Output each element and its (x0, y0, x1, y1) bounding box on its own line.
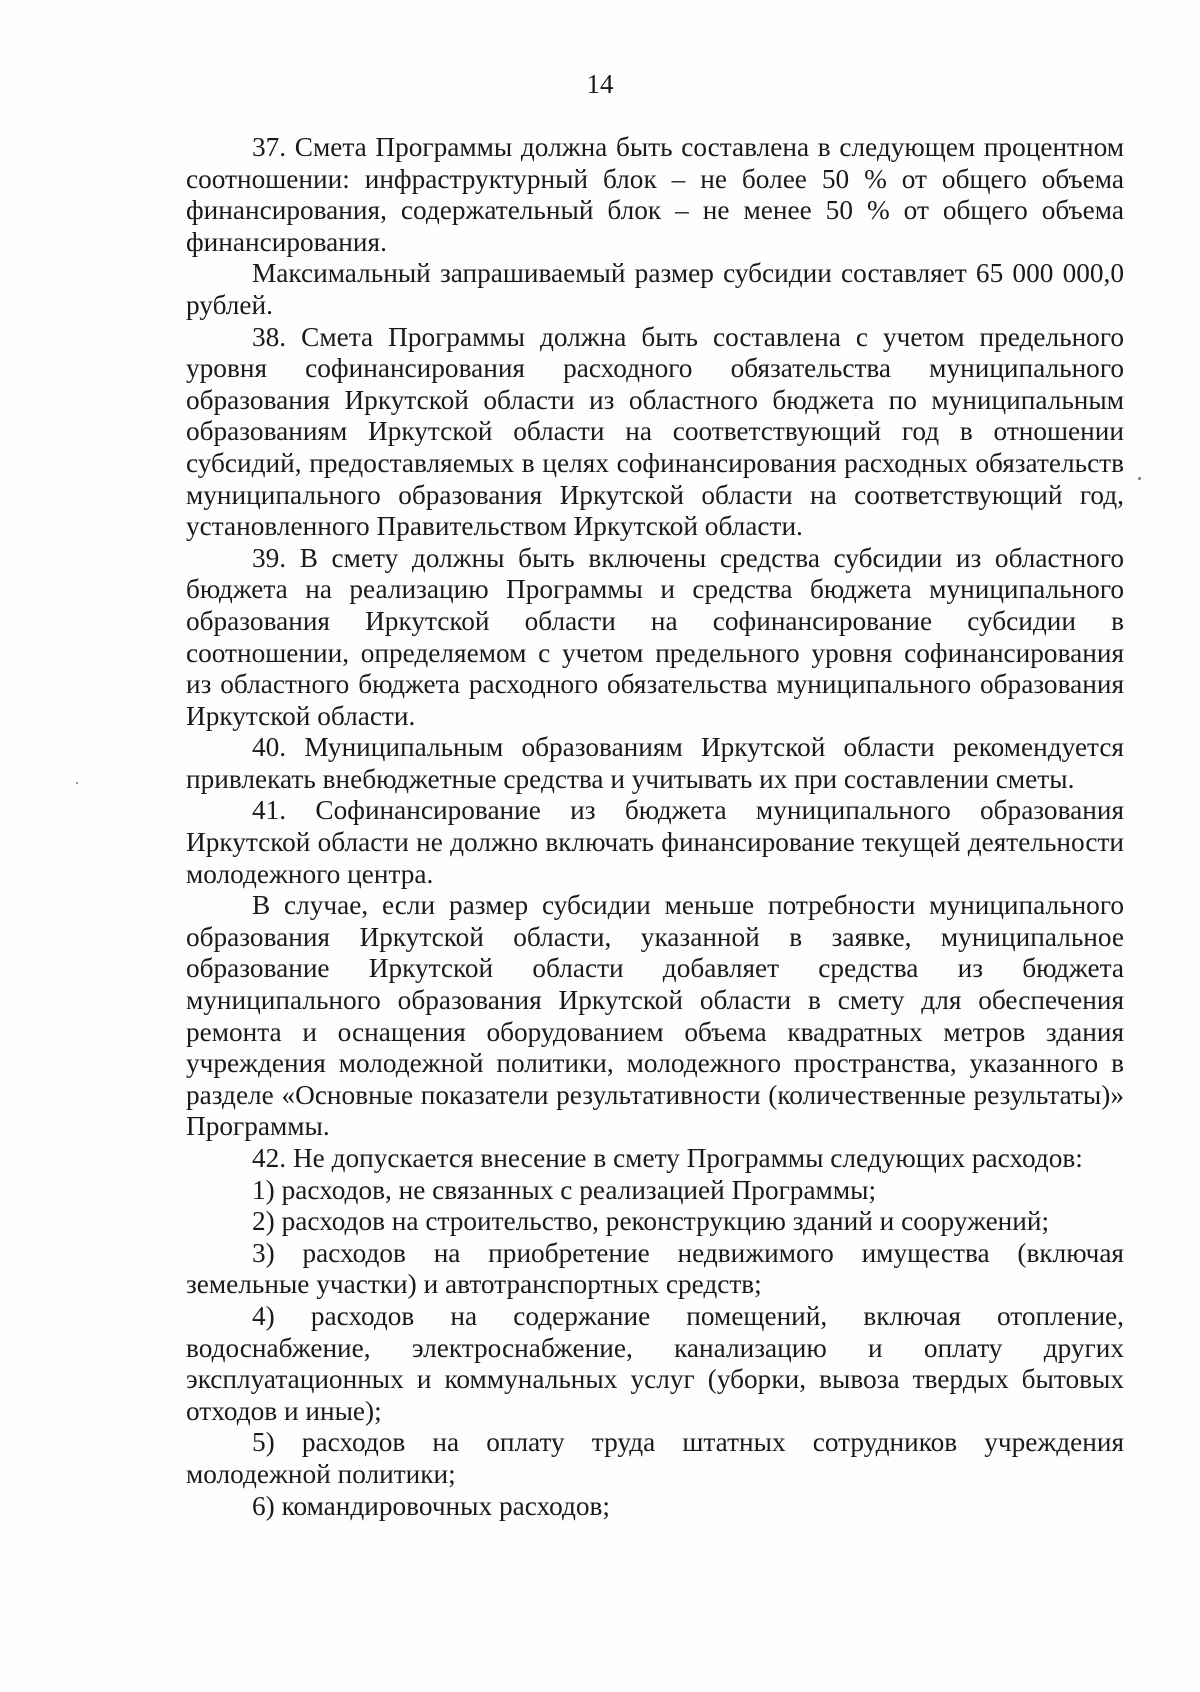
page-number: 14 (586, 69, 614, 99)
paragraph-max-subsidy: Максимальный запрашиваемый размер субсидии составляет 65 000 000,0 рублей. (186, 258, 1124, 320)
list-item-1: 1) расходов, не связанных с реализацией Программы; (252, 1174, 877, 1205)
paragraph-38: 38. Смета Программы должна быть составлена с учетом предельного уровня софинансирования расходного обязательства муниципального образования Иркутской области из областного бюджета по муниципальным образованиям Иркутской области на соответствующий год в отношении субсидий, предоставляемых в целях софинансирования расходных обязательств муниципального образования Иркутской области на соответствующий год, установленного Правительством Иркутской области. (186, 321, 1124, 542)
list-item-6: 6) командировочных расходов; (252, 1490, 610, 1521)
list-item-5: 5) расходов на оплату труда штатных сотрудников учреждения молодежной политики; (186, 1427, 1124, 1489)
paragraph-41: 41. Софинансирование из бюджета муниципального образования Иркутской области не должно включать финансирование текущей деятельности молодежного центра. (186, 795, 1124, 889)
scan-speck (1138, 477, 1141, 480)
paragraph-37: 37. Смета Программы должна быть составлена в следующем процентном соотношении: инфраструктурный блок – не более 50 % от общего объема финансирования, содержательный блок – не менее 50 % от общего объема финансирования. (186, 132, 1124, 257)
list-item-2: 2) расходов на строительство, реконструкцию зданий и сооружений; (252, 1206, 1050, 1237)
scan-speck (76, 782, 78, 784)
paragraph-39: 39. В смету должны быть включены средства субсидии из областного бюджета на реализацию Программы и средства бюджета муниципального образования Иркутской области на софинансирование субсидии в соотношении, определяемом с учетом предельного уровня софинансирования из областного бюджета расходного обязательства муниципального образования Иркутской области. (186, 542, 1124, 731)
paragraph-41-case: В случае, если размер субсидии меньше потребности муниципального образования Иркутской области, указанной в заявке, муниципальное образование Иркутской области добавляет средства из бюджета муниципального образования Иркутской области в смету для обеспечения ремонта и оснащения оборудованием объема квадратных метров здания учреждения молодежной политики, молодежного пространства, указанного в разделе «Основные показатели результативности (количественные результаты)» Программы. (186, 890, 1124, 1142)
paragraph-42: 42. Не допускается внесение в смету Программы следующих расходов: (252, 1143, 1083, 1173)
list-item-4: 4) расходов на содержание помещений, включая отопление, водоснабжение, электроснабжение, канализацию и оплату других эксплуатационных и коммунальных услуг (уборки, вывоза твердых бытовых отходов и иные); (186, 1300, 1124, 1426)
paragraph-40: 40. Муниципальным образованиям Иркутской области рекомендуется привлекать внебюджетные средства и учитывать их при составлении сметы. (186, 732, 1124, 794)
list-item-3: 3) расходов на приобретение недвижимого имущества (включая земельные участки) и автотранспортных средств; (186, 1237, 1124, 1300)
document-body (186, 132, 1124, 1522)
